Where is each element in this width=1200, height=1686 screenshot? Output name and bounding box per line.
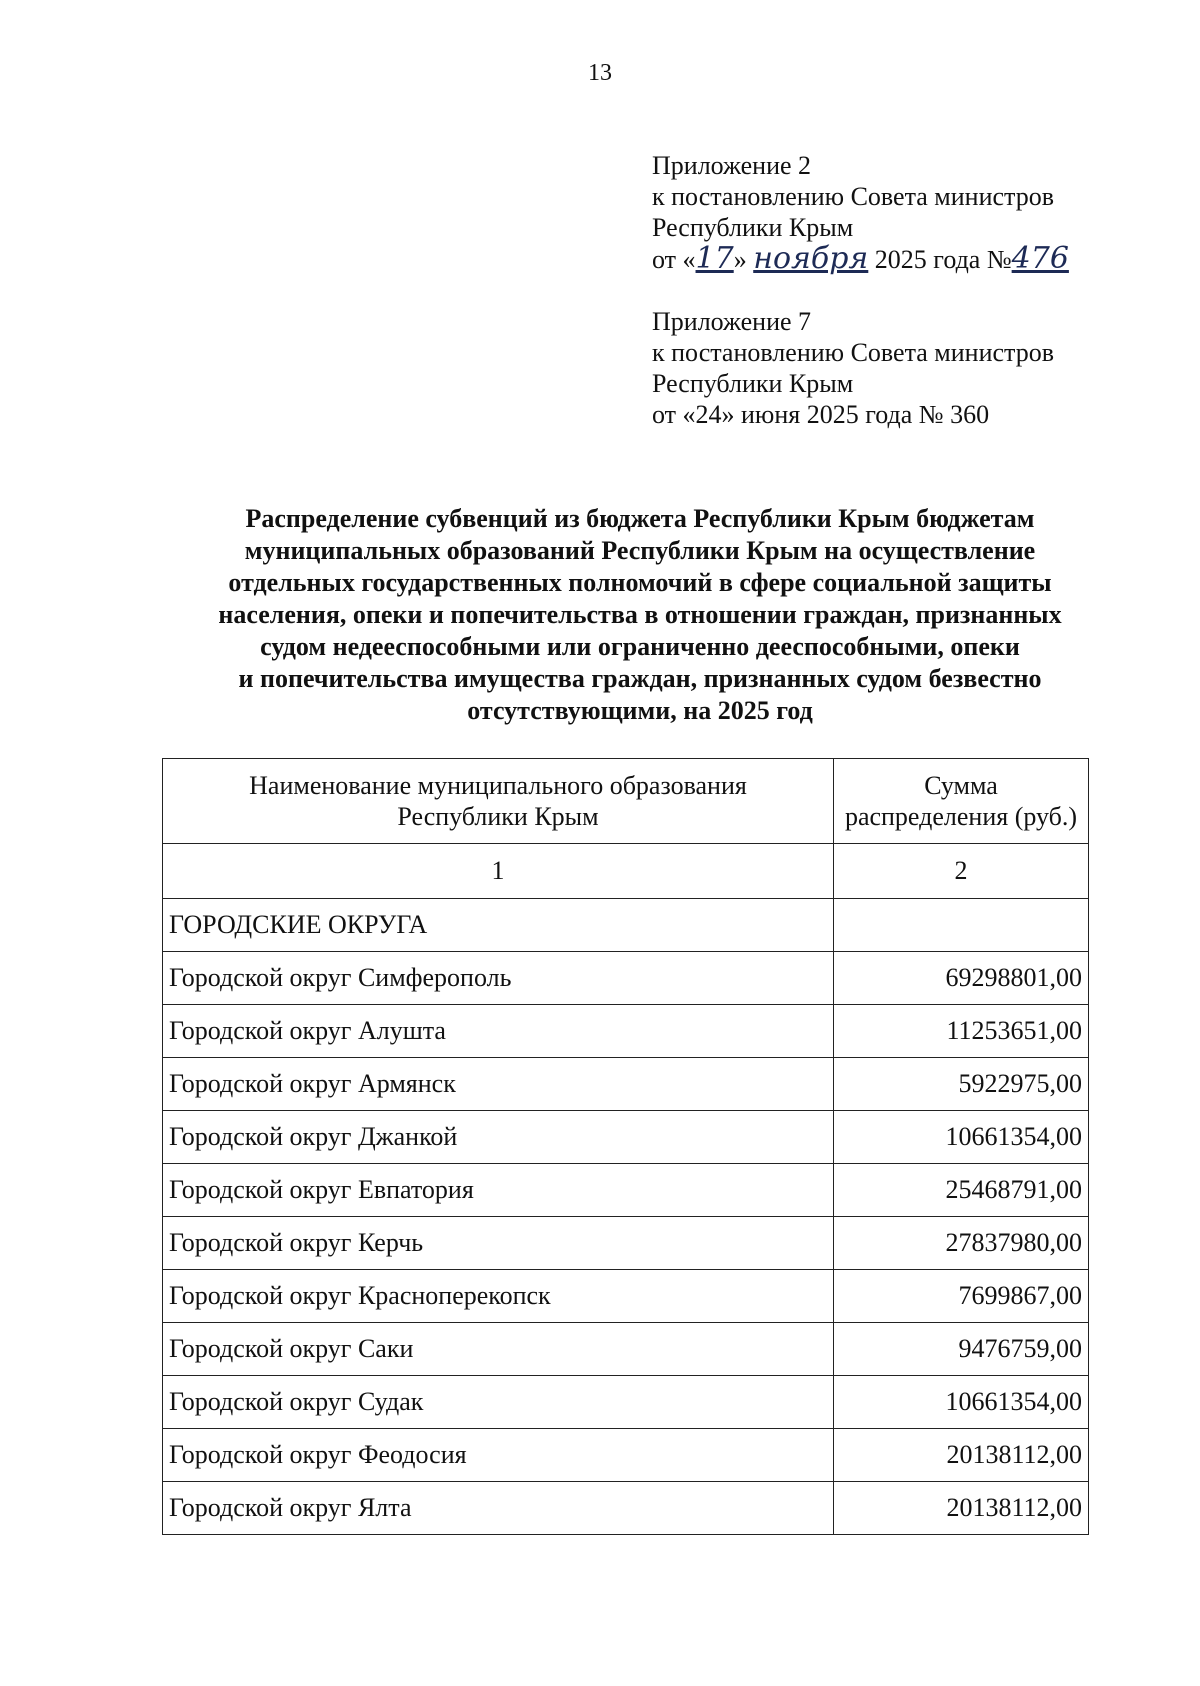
- handwritten-day: 17: [695, 241, 734, 276]
- distribution-table: [162, 758, 1089, 1535]
- header-amount: [834, 759, 1089, 844]
- municipality-name: Городской округ Красноперекопск: [163, 1270, 834, 1323]
- table-body: [163, 899, 1089, 1535]
- appendix-7-date-line: от «24» июня 2025 года № 360: [652, 400, 990, 429]
- municipality-name: Городской округ Армянск: [163, 1058, 834, 1111]
- amount-value: 69298801,00: [834, 952, 1089, 1005]
- table-row: [163, 952, 1089, 1005]
- handwritten-month: ноября: [753, 241, 869, 276]
- table-row: [163, 1376, 1089, 1429]
- table-row: [163, 1005, 1089, 1058]
- header-amount-line1: Сумма: [924, 771, 998, 800]
- table-row: [163, 1482, 1089, 1535]
- appendix-7-block: [652, 306, 1054, 430]
- header-municipality-line2: Республики Крым: [397, 802, 599, 831]
- title-line: отдельных государственных полномочий в сфере социальной защиты: [228, 568, 1052, 597]
- title-line: судом недееспособными или ограниченно дееспособными, опеки: [260, 632, 1020, 661]
- date-suffix: 2025 года №: [874, 245, 1012, 274]
- amount-value: 10661354,00: [834, 1111, 1089, 1164]
- title-line: муниципальных образований Республики Крым на осуществление: [244, 536, 1036, 565]
- amount-value: 11253651,00: [834, 1005, 1089, 1058]
- municipality-name: Городской округ Алушта: [163, 1005, 834, 1058]
- page-number: 13: [588, 60, 612, 86]
- column-number: 1: [163, 844, 834, 899]
- appendix-2-ref: к постановлению Совета министров: [652, 182, 1054, 211]
- municipality-name: Городской округ Евпатория: [163, 1164, 834, 1217]
- title-line: отсутствующими, на 2025 год: [467, 696, 813, 725]
- municipality-name: Городской округ Керчь: [163, 1217, 834, 1270]
- date-mid: »: [733, 245, 747, 274]
- date-prefix: от «: [652, 245, 696, 274]
- amount-value: 25468791,00: [834, 1164, 1089, 1217]
- municipality-name: Городской округ Саки: [163, 1323, 834, 1376]
- table-row: [163, 1111, 1089, 1164]
- handwritten-number: 476: [1011, 241, 1069, 276]
- municipality-name: Городской округ Симферополь: [163, 952, 834, 1005]
- appendix-2-block: [652, 150, 1069, 275]
- title-line: населения, опеки и попечительства в отношении граждан, признанных: [218, 600, 1062, 629]
- amount-value: 20138112,00: [834, 1429, 1089, 1482]
- appendix-7-title: Приложение 7: [652, 307, 812, 336]
- header-municipality-line1: Наименование муниципального образования: [249, 771, 747, 800]
- section-label: ГОРОДСКИЕ ОКРУГА: [163, 899, 834, 952]
- table-row: [163, 1058, 1089, 1111]
- appendix-7-republic: Республики Крым: [652, 369, 854, 398]
- section-row: [163, 899, 1089, 952]
- municipality-name: Городской округ Судак: [163, 1376, 834, 1429]
- title-line: Распределение субвенций из бюджета Республики Крым бюджетам: [245, 504, 1035, 533]
- column-number: 2: [834, 844, 1089, 899]
- section-empty-cell: [834, 899, 1089, 952]
- table-row: [163, 1217, 1089, 1270]
- title-line: и попечительства имущества граждан, признанных судом безвестно: [238, 664, 1042, 693]
- amount-value: 5922975,00: [834, 1058, 1089, 1111]
- amount-value: 27837980,00: [834, 1217, 1089, 1270]
- header-amount-line2: распределения (руб.): [844, 802, 1078, 831]
- appendix-2-date-line: [652, 243, 1069, 275]
- amount-value: 20138112,00: [834, 1482, 1089, 1535]
- column-number-row: [163, 844, 1089, 899]
- header-municipality: [163, 759, 834, 844]
- municipality-name: Городской округ Джанкой: [163, 1111, 834, 1164]
- amount-value: 10661354,00: [834, 1376, 1089, 1429]
- table-row: [163, 1270, 1089, 1323]
- municipality-name: Городской округ Ялта: [163, 1482, 834, 1535]
- table-header-row: [163, 759, 1089, 844]
- amount-value: 7699867,00: [834, 1270, 1089, 1323]
- table-row: [163, 1323, 1089, 1376]
- appendix-2-republic: Республики Крым: [652, 213, 854, 242]
- table-row: [163, 1164, 1089, 1217]
- appendix-7-ref: к постановлению Совета министров: [652, 338, 1054, 367]
- table-row: [163, 1429, 1089, 1482]
- municipality-name: Городской округ Феодосия: [163, 1429, 834, 1482]
- amount-value: 9476759,00: [834, 1323, 1089, 1376]
- appendix-2-title: Приложение 2: [652, 151, 812, 180]
- document-title: [160, 503, 1120, 727]
